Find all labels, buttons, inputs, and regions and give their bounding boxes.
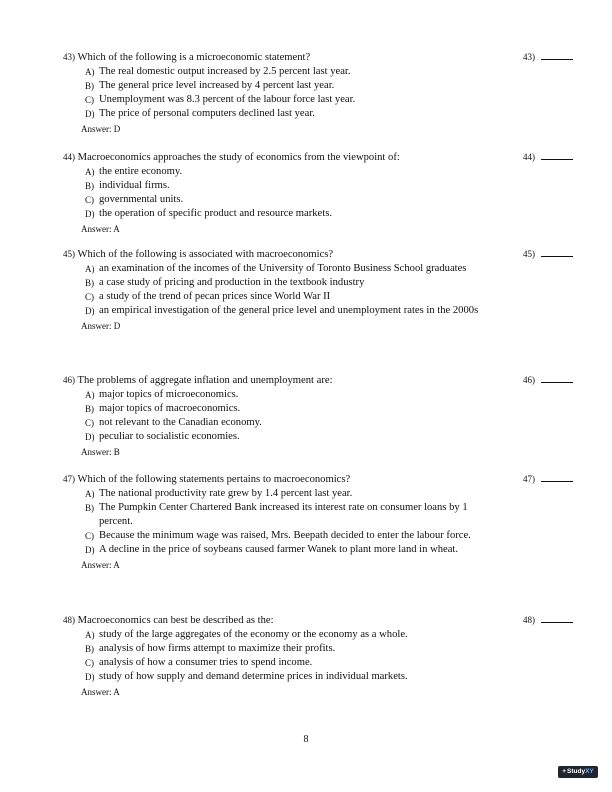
logo-brand: Study bbox=[567, 768, 586, 775]
choice-letter: A) bbox=[85, 630, 95, 640]
question-number: 47) bbox=[63, 474, 75, 484]
choice-item bbox=[63, 430, 583, 444]
plus-icon: + bbox=[562, 768, 567, 775]
choice-text: The general price level increased by 4 percent last year. bbox=[99, 80, 335, 91]
choice-text: Because the minimum wage was raised, Mrs. Beepath decided to enter the labour force. bbox=[99, 530, 471, 541]
choice-text: The national productivity rate grew by 1.4 percent last year. bbox=[99, 488, 353, 499]
answer-blank-number: 43) bbox=[523, 52, 535, 62]
question-number: 44) bbox=[63, 152, 75, 162]
choice-item bbox=[63, 276, 583, 290]
choice-text: not relevant to the Canadian economy. bbox=[99, 417, 262, 428]
choice-text: major topics of macroeconomics. bbox=[99, 403, 241, 414]
choice-letter: B) bbox=[85, 404, 94, 414]
choice-item bbox=[63, 179, 583, 193]
choice-list bbox=[63, 388, 583, 444]
choice-text: a case study of pricing and production in the textbook industry bbox=[99, 277, 365, 288]
logo-brand-accent: XY bbox=[585, 768, 594, 775]
choice-text: major topics of microeconomics. bbox=[99, 389, 239, 400]
choice-item bbox=[63, 642, 583, 656]
choice-item bbox=[63, 529, 583, 543]
choice-item bbox=[63, 193, 583, 207]
choice-text: The Pumpkin Center Chartered Bank increased its interest rate on consumer loans by 1 percent. bbox=[99, 502, 468, 527]
choice-letter: D) bbox=[85, 672, 95, 682]
choice-list bbox=[63, 487, 583, 557]
question-stem bbox=[63, 373, 583, 388]
choice-list bbox=[63, 65, 583, 121]
choice-text: the entire economy. bbox=[99, 166, 183, 177]
choice-letter: B) bbox=[85, 81, 94, 91]
question-stem bbox=[63, 50, 583, 65]
choice-item bbox=[63, 290, 583, 304]
answer-blank-line bbox=[541, 613, 573, 623]
choice-item bbox=[63, 402, 583, 416]
choice-text: an examination of the incomes of the University of Toronto Business School graduates bbox=[99, 263, 467, 274]
choice-text: study of the large aggregates of the economy or the economy as a whole. bbox=[99, 629, 408, 640]
choice-letter: A) bbox=[85, 390, 95, 400]
choice-list bbox=[63, 628, 583, 684]
choice-text: the operation of specific product and resource markets. bbox=[99, 208, 332, 219]
question-text: Which of the following is a microeconomic statement? bbox=[77, 52, 311, 63]
question-number: 43) bbox=[63, 52, 75, 62]
choice-letter: A) bbox=[85, 67, 95, 77]
answer-blank bbox=[523, 373, 583, 387]
question-stem bbox=[63, 247, 583, 262]
choice-item bbox=[63, 388, 583, 402]
choice-letter: C) bbox=[85, 418, 94, 428]
answer-blank bbox=[523, 247, 583, 261]
choice-letter: A) bbox=[85, 167, 95, 177]
choice-text: a study of the trend of pecan prices since World War II bbox=[99, 291, 331, 302]
choice-item bbox=[63, 165, 583, 179]
answer-blank bbox=[523, 613, 583, 627]
question-47 bbox=[63, 472, 583, 572]
choice-letter: C) bbox=[85, 658, 94, 668]
choice-letter: D) bbox=[85, 209, 95, 219]
question-text: The problems of aggregate inflation and unemployment are: bbox=[77, 375, 333, 386]
choice-item bbox=[63, 207, 583, 221]
question-43 bbox=[63, 50, 583, 136]
choice-item bbox=[63, 670, 583, 684]
choice-item bbox=[63, 65, 583, 79]
answer-blank-number: 48) bbox=[523, 615, 535, 625]
choice-letter: C) bbox=[85, 531, 94, 541]
choice-item bbox=[63, 501, 583, 529]
answer-blank-number: 46) bbox=[523, 375, 535, 385]
choice-letter: D) bbox=[85, 306, 95, 316]
answer-blank bbox=[523, 150, 583, 164]
question-stem bbox=[63, 472, 583, 487]
choice-item bbox=[63, 79, 583, 93]
choice-letter: C) bbox=[85, 95, 94, 105]
answer-key: Answer: D bbox=[81, 124, 121, 134]
question-text: Which of the following statements pertains to macroeconomics? bbox=[77, 474, 351, 485]
question-48 bbox=[63, 613, 583, 699]
choice-item bbox=[63, 543, 583, 557]
choice-list bbox=[63, 262, 583, 318]
question-number: 48) bbox=[63, 615, 75, 625]
choice-letter: B) bbox=[85, 181, 94, 191]
answer-key: Answer: B bbox=[81, 447, 120, 457]
question-45 bbox=[63, 247, 583, 333]
choice-text: an empirical investigation of the general price level and unemployment rates in the 2000s bbox=[99, 305, 479, 316]
choice-item bbox=[63, 628, 583, 642]
choice-item bbox=[63, 93, 583, 107]
choice-item bbox=[63, 487, 583, 501]
page-number: 8 bbox=[303, 734, 309, 745]
choice-text: analysis of how a consumer tries to spend income. bbox=[99, 657, 313, 668]
answer-blank-line bbox=[541, 50, 573, 60]
choice-letter: D) bbox=[85, 109, 95, 119]
answer-blank-number: 44) bbox=[523, 152, 535, 162]
answer-blank-line bbox=[541, 472, 573, 482]
choice-letter: A) bbox=[85, 489, 95, 499]
question-number: 45) bbox=[63, 249, 75, 259]
choice-text: analysis of how firms attempt to maximize their profits. bbox=[99, 643, 336, 654]
question-text: Macroeconomics can best be described as the: bbox=[77, 615, 274, 626]
choice-item bbox=[63, 262, 583, 276]
choice-text: The real domestic output increased by 2.5 percent last year. bbox=[99, 66, 351, 77]
choice-letter: A) bbox=[85, 264, 95, 274]
answer-key: Answer: A bbox=[81, 224, 120, 234]
question-44 bbox=[63, 150, 583, 236]
choice-letter: C) bbox=[85, 195, 94, 205]
choice-text: The price of personal computers declined last year. bbox=[99, 108, 315, 119]
answer-blank bbox=[523, 50, 583, 64]
answer-blank bbox=[523, 472, 583, 486]
choice-letter: C) bbox=[85, 292, 94, 302]
choice-text: individual firms. bbox=[99, 180, 170, 191]
answer-key: Answer: A bbox=[81, 560, 120, 570]
choice-text: study of how supply and demand determine prices in individual markets. bbox=[99, 671, 408, 682]
choice-text: governmental units. bbox=[99, 194, 184, 205]
choice-letter: D) bbox=[85, 545, 95, 555]
choice-letter: B) bbox=[85, 644, 94, 654]
choice-item bbox=[63, 416, 583, 430]
answer-key: Answer: D bbox=[81, 321, 121, 331]
choice-item bbox=[63, 107, 583, 121]
choice-letter: B) bbox=[85, 278, 94, 288]
answer-blank-number: 47) bbox=[523, 474, 535, 484]
choice-text: Unemployment was 8.3 percent of the labour force last year. bbox=[99, 94, 356, 105]
answer-blank-line bbox=[541, 150, 573, 160]
answer-blank-line bbox=[541, 373, 573, 383]
choice-letter: D) bbox=[85, 432, 95, 442]
question-46 bbox=[63, 373, 583, 459]
choice-item bbox=[63, 304, 583, 318]
answer-blank-number: 45) bbox=[523, 249, 535, 259]
question-number: 46) bbox=[63, 375, 75, 385]
question-text: Which of the following is associated with macroeconomics? bbox=[77, 249, 334, 260]
studyxy-logo bbox=[558, 766, 598, 778]
choice-list bbox=[63, 165, 583, 221]
choice-text: A decline in the price of soybeans caused farmer Wanek to plant more land in wheat. bbox=[99, 544, 459, 555]
choice-letter: B) bbox=[85, 503, 94, 513]
choice-text: peculiar to socialistic economies. bbox=[99, 431, 240, 442]
question-stem bbox=[63, 613, 583, 628]
answer-blank-line bbox=[541, 247, 573, 257]
choice-item bbox=[63, 656, 583, 670]
answer-key: Answer: A bbox=[81, 687, 120, 697]
question-stem bbox=[63, 150, 583, 165]
question-text: Macroeconomics approaches the study of economics from the viewpoint of: bbox=[77, 152, 400, 163]
